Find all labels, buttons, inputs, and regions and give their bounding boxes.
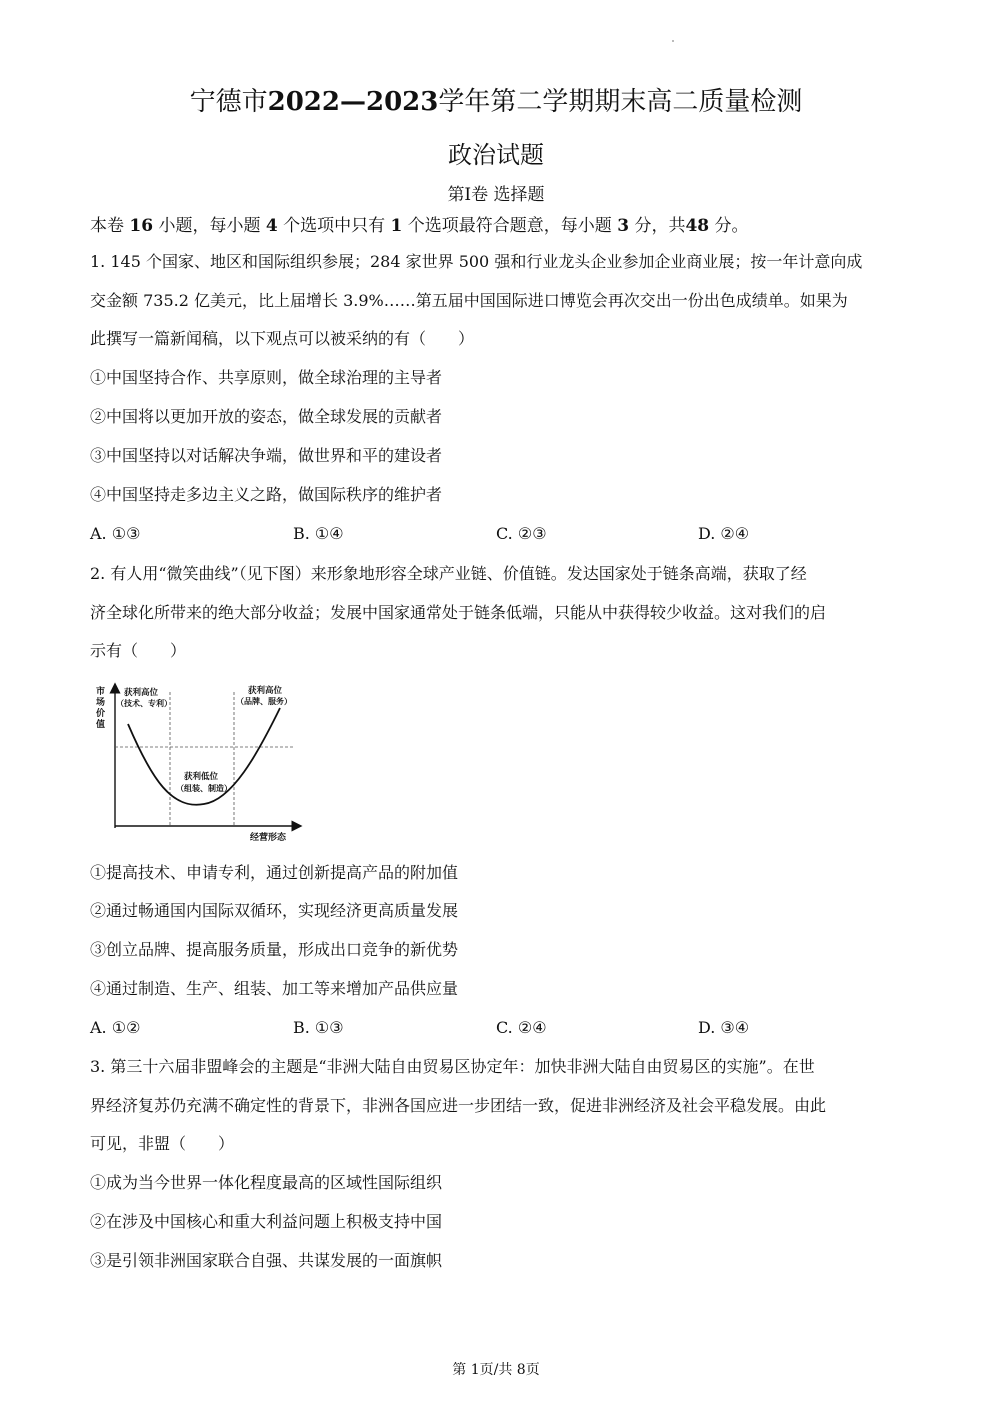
y-label-2: 场 bbox=[96, 698, 106, 708]
q1-option-b: B. ①④ bbox=[293, 524, 344, 543]
q1-statement-3: ③中国坚持以对话解决争端，做世界和平的建设者 bbox=[90, 446, 443, 465]
q3-statement-2: ②在涉及中国核心和重大利益问题上积极支持中国 bbox=[90, 1212, 443, 1231]
y-label-1: 市 bbox=[96, 687, 106, 697]
exam-title: 宁德市2022—2023学年第二学期期末高二质量检测 bbox=[189, 87, 803, 117]
q1-statement-4: ④中国坚持走多边主义之路，做国际秩序的维护者 bbox=[90, 485, 443, 504]
scan-speck bbox=[672, 40, 674, 42]
q3-stem-line3: 可见，非盟（ ） bbox=[90, 1134, 235, 1153]
page-footer: 第 1页/共 8页 bbox=[452, 1362, 540, 1378]
q2-option-d: D. ③④ bbox=[698, 1018, 750, 1037]
bottom-label-sub: （组装、制造） bbox=[176, 783, 232, 793]
right-label-sub: （品牌、服务） bbox=[236, 696, 292, 706]
left-label-sub: （技术、专利） bbox=[116, 698, 172, 708]
q2-statement-3: ③创立品牌、提高服务质量，形成出口竞争的新优势 bbox=[90, 940, 459, 959]
q1-option-a: A. ①③ bbox=[90, 524, 141, 543]
subject-title: 政治试题 bbox=[448, 141, 544, 169]
q2-option-b: B. ①③ bbox=[293, 1018, 344, 1037]
q2-stem-line2: 济全球化所带来的绝大部分收益；发展中国家通常处于链条低端，只能从中获得较少收益。这对我们的启 bbox=[90, 603, 827, 622]
q2-option-c: C. ②④ bbox=[496, 1018, 547, 1037]
q2-statement-1: ①提高技术、申请专利，通过创新提高产品的附加值 bbox=[90, 863, 459, 882]
q3-stem-line2: 界经济复苏仍充满不确定性的背景下，非洲各国应进一步团结一致，促进非洲经济及社会平稳发展。由此 bbox=[90, 1096, 827, 1115]
bottom-label-title: 获利低位 bbox=[184, 772, 219, 782]
left-label-title: 获利高位 bbox=[124, 688, 159, 698]
x-label: 经营形态 bbox=[250, 833, 287, 843]
q1-stem-line3: 此撰写一篇新闻稿，以下观点可以被采纳的有（ ） bbox=[90, 329, 475, 348]
instructions: 本卷 16 小题，每小题 4 个选项中只有 1 个选项最符合题意，每小题 3 分，共48 分。 bbox=[90, 216, 749, 236]
q3-stem-line1: 3. 第三十六届非盟峰会的主题是“非洲大陆自由贸易区协定年：加快非洲大陆自由贸易区的实施”。在世 bbox=[90, 1057, 815, 1076]
section-title: 第Ⅰ卷 选择题 bbox=[447, 185, 545, 205]
q1-statement-1: ①中国坚持合作、共享原则，做全球治理的主导者 bbox=[90, 368, 443, 387]
q1-stem-line1: 1. 145 个国家、地区和国际组织参展；284 家世界 500 强和行业龙头企业参加企业商业展；按一年计意向成 bbox=[90, 252, 863, 271]
q2-statement-4: ④通过制造、生产、组装、加工等来增加产品供应量 bbox=[90, 979, 459, 998]
smile-curve-figure bbox=[92, 680, 304, 849]
smile-curve-diagram bbox=[92, 680, 304, 845]
q3-statement-3: ③是引领非洲国家联合自强、共谋发展的一面旗帜 bbox=[90, 1251, 443, 1270]
q1-stem-line2: 交金额 735.2 亿美元，比上届增长 3.9%……第五届中国国际进口博览会再次交出一份出色成绩单。如果为 bbox=[90, 291, 848, 310]
q2-stem-line3: 示有（ ） bbox=[90, 641, 187, 660]
right-label-title: 获利高位 bbox=[248, 686, 283, 696]
y-label-4: 值 bbox=[96, 720, 106, 730]
y-label-3: 价 bbox=[96, 709, 106, 719]
q2-statement-2: ②通过畅通国内国际双循环，实现经济更高质量发展 bbox=[90, 901, 459, 920]
q3-statement-1: ①成为当今世界一体化程度最高的区域性国际组织 bbox=[90, 1173, 443, 1192]
q1-statement-2: ②中国将以更加开放的姿态，做全球发展的贡献者 bbox=[90, 407, 443, 426]
q1-option-d: D. ②④ bbox=[698, 524, 750, 543]
q1-option-c: C. ②③ bbox=[496, 524, 547, 543]
q2-stem-line1: 2. 有人用“微笑曲线”（见下图）来形象地形容全球产业链、价值链。发达国家处于链条高端，获取了经 bbox=[90, 564, 807, 583]
q2-option-a: A. ①② bbox=[90, 1018, 141, 1037]
